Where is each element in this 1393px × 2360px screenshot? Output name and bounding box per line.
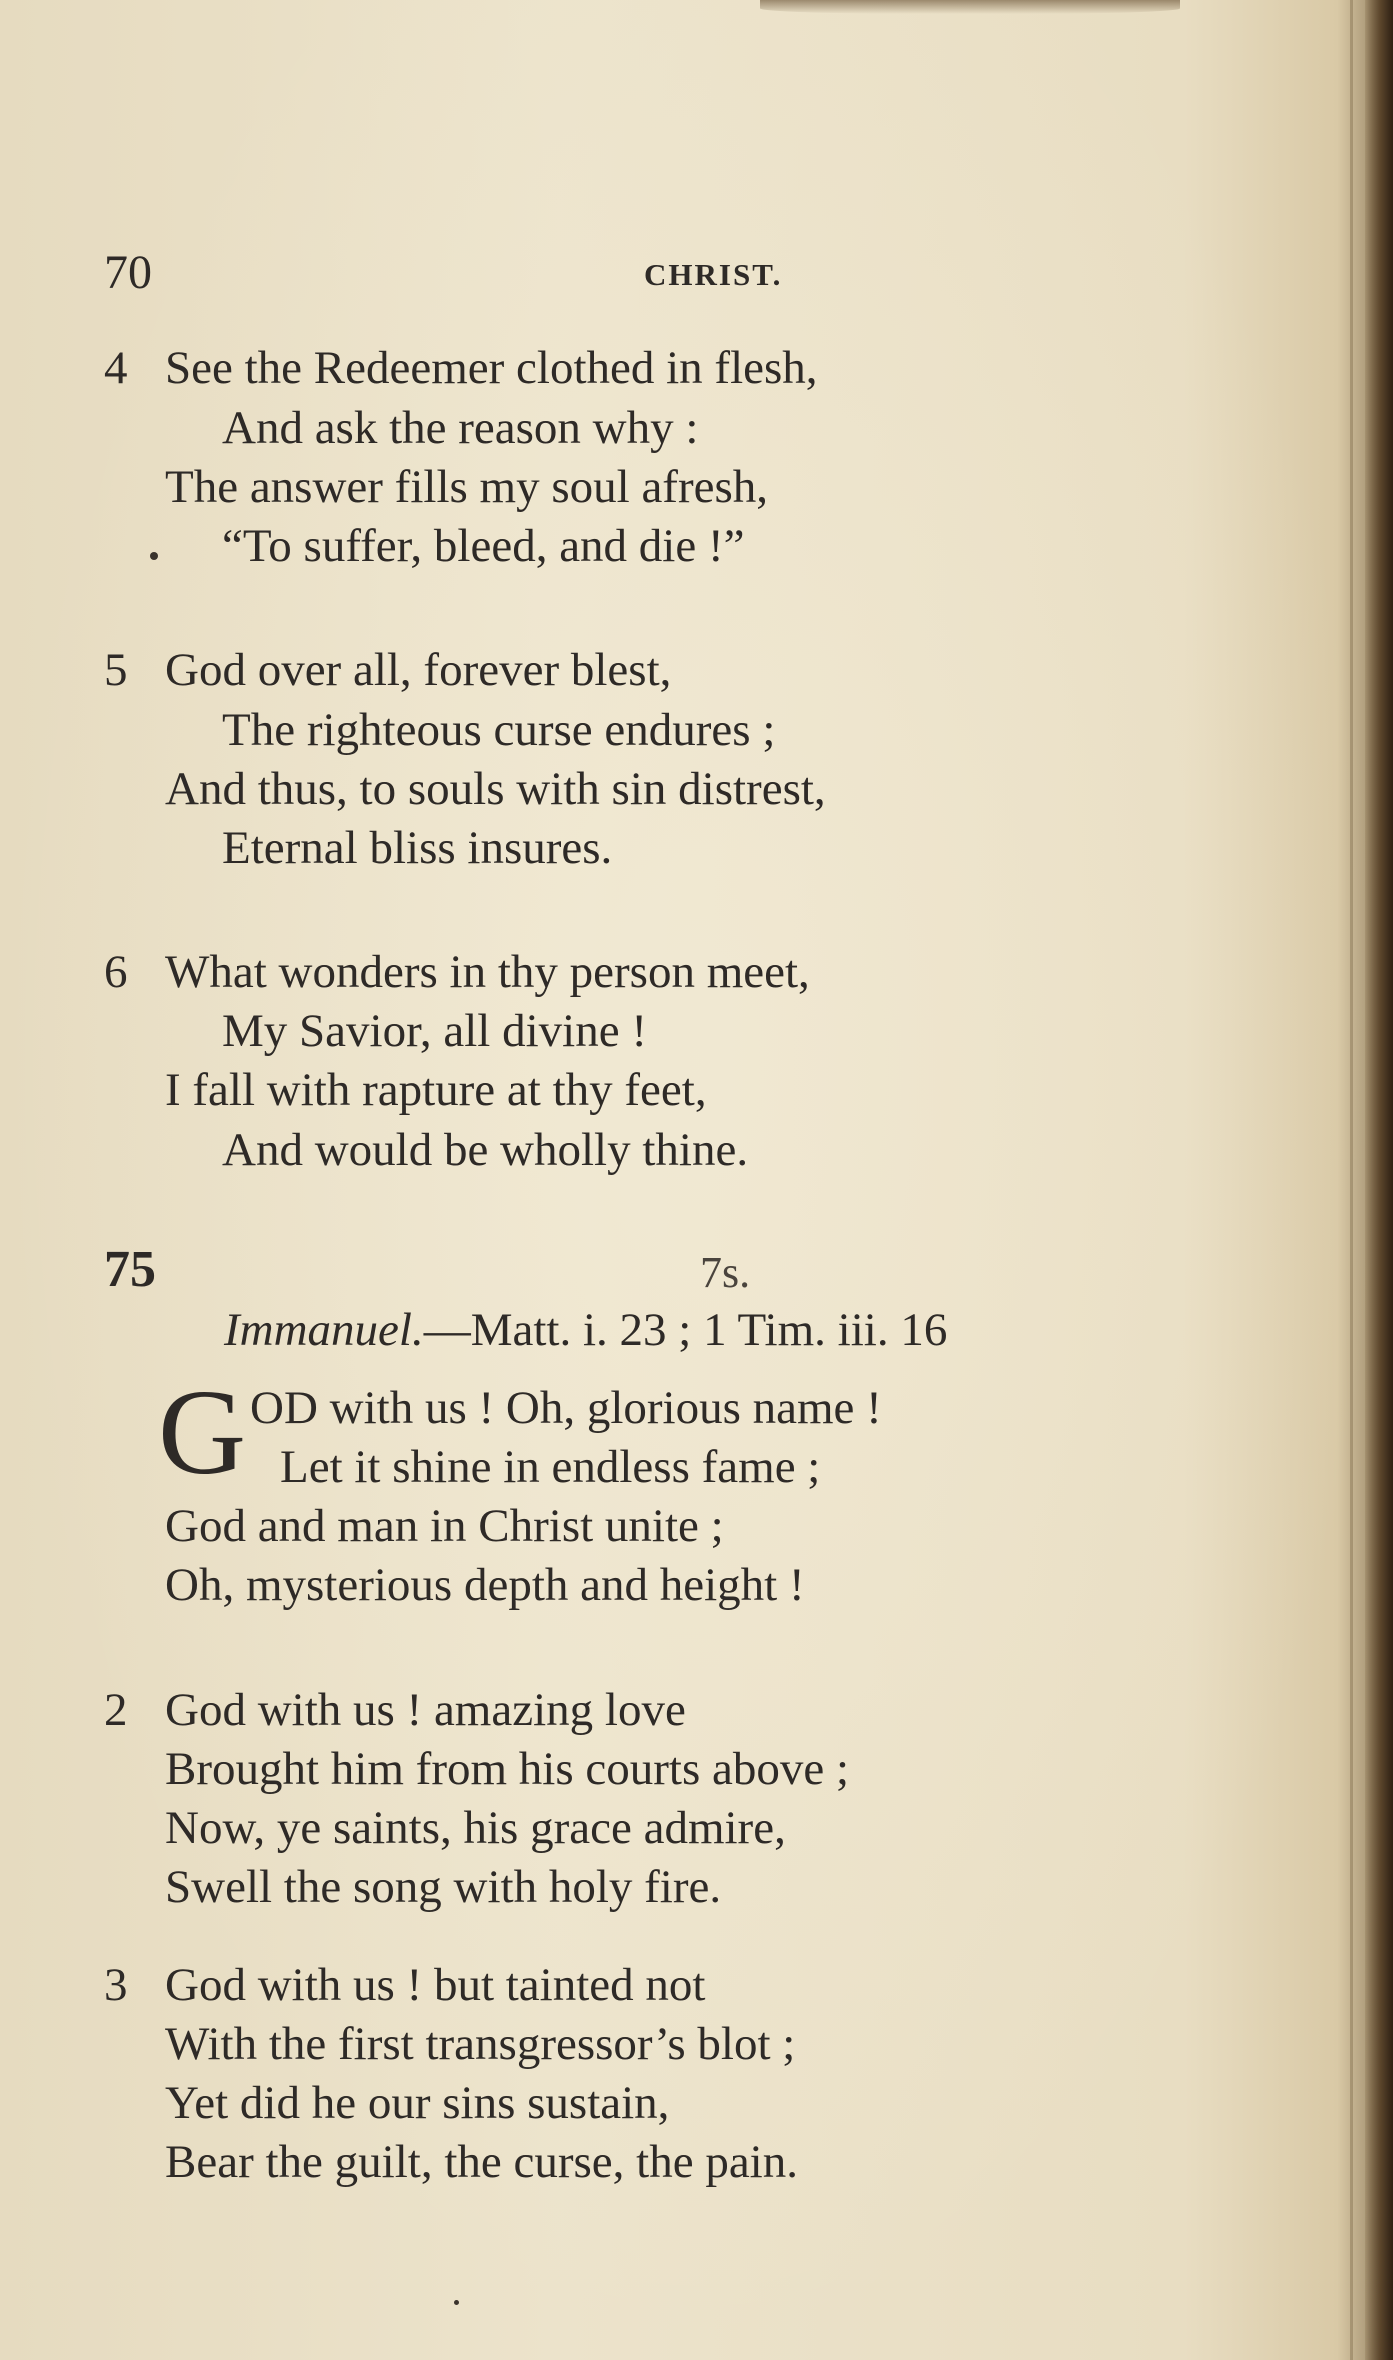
verse-line: The righteous curse endures ; (222, 704, 776, 756)
verse-line: My Savior, all divine ! (222, 1005, 647, 1057)
verse-line: And thus, to souls with sin distrest, (165, 763, 826, 815)
verse-line: Brought him from his courts above ; (165, 1743, 850, 1795)
drop-cap: G (158, 1365, 247, 1500)
verse-number: 6 (104, 946, 128, 998)
verse-line: And would be wholly thine. (222, 1124, 749, 1176)
verse-line: OD with us ! Oh, glorious name ! (250, 1382, 882, 1434)
hymn-title-line (224, 1300, 947, 1360)
page-top-shadow (760, 0, 1180, 14)
verse-line: What wonders in thy person meet, (165, 946, 810, 998)
scripture-reference: —Matt. i. 23 ; 1 Tim. iii. 16 (423, 1304, 948, 1356)
verse-line: God over all, forever blest, (165, 644, 672, 696)
hymn-meter: 7s. (700, 1248, 751, 1297)
verse-line: I fall with rapture at thy feet, (165, 1064, 707, 1116)
verse-line: God with us ! amazing love (165, 1684, 686, 1736)
page-number: 70 (104, 246, 152, 299)
verse-number: 2 (104, 1684, 128, 1736)
verse-number: 3 (104, 1959, 128, 2011)
verse-line: Eternal bliss insures. (222, 822, 613, 874)
hymn-title: Immanuel. (224, 1304, 424, 1356)
verse-line: With the first transgressor’s blot ; (165, 2018, 796, 2070)
verse-number: 4 (104, 342, 128, 394)
ink-speck (454, 2300, 459, 2305)
verse-line: God with us ! but tainted not (165, 1959, 706, 2011)
page-header (104, 245, 1204, 305)
verse-line: Now, ye saints, his grace admire, (165, 1802, 786, 1854)
page-gutter-line (1350, 0, 1353, 2360)
verse-line: “To suffer, bleed, and die !” (222, 520, 745, 572)
page-edge (1365, 0, 1393, 2360)
ink-speck (150, 552, 158, 560)
running-head: CHRIST. (644, 257, 783, 292)
verse-line: Swell the song with holy fire. (165, 1861, 722, 1913)
verse-line: Let it shine in endless fame ; (280, 1441, 821, 1493)
hymn-number: 75 (104, 1241, 156, 1298)
verse-number: 5 (104, 644, 128, 696)
verse-line: The answer fills my soul afresh, (165, 461, 769, 513)
verse-line: Bear the guilt, the curse, the pain. (165, 2136, 798, 2188)
verse-line: And ask the reason why : (222, 402, 699, 454)
verse-line: Oh, mysterious depth and height ! (165, 1559, 805, 1611)
verse-line: See the Redeemer clothed in flesh, (165, 342, 818, 394)
verse-line: Yet did he our sins sustain, (165, 2077, 670, 2129)
verse-line: God and man in Christ unite ; (165, 1500, 724, 1552)
